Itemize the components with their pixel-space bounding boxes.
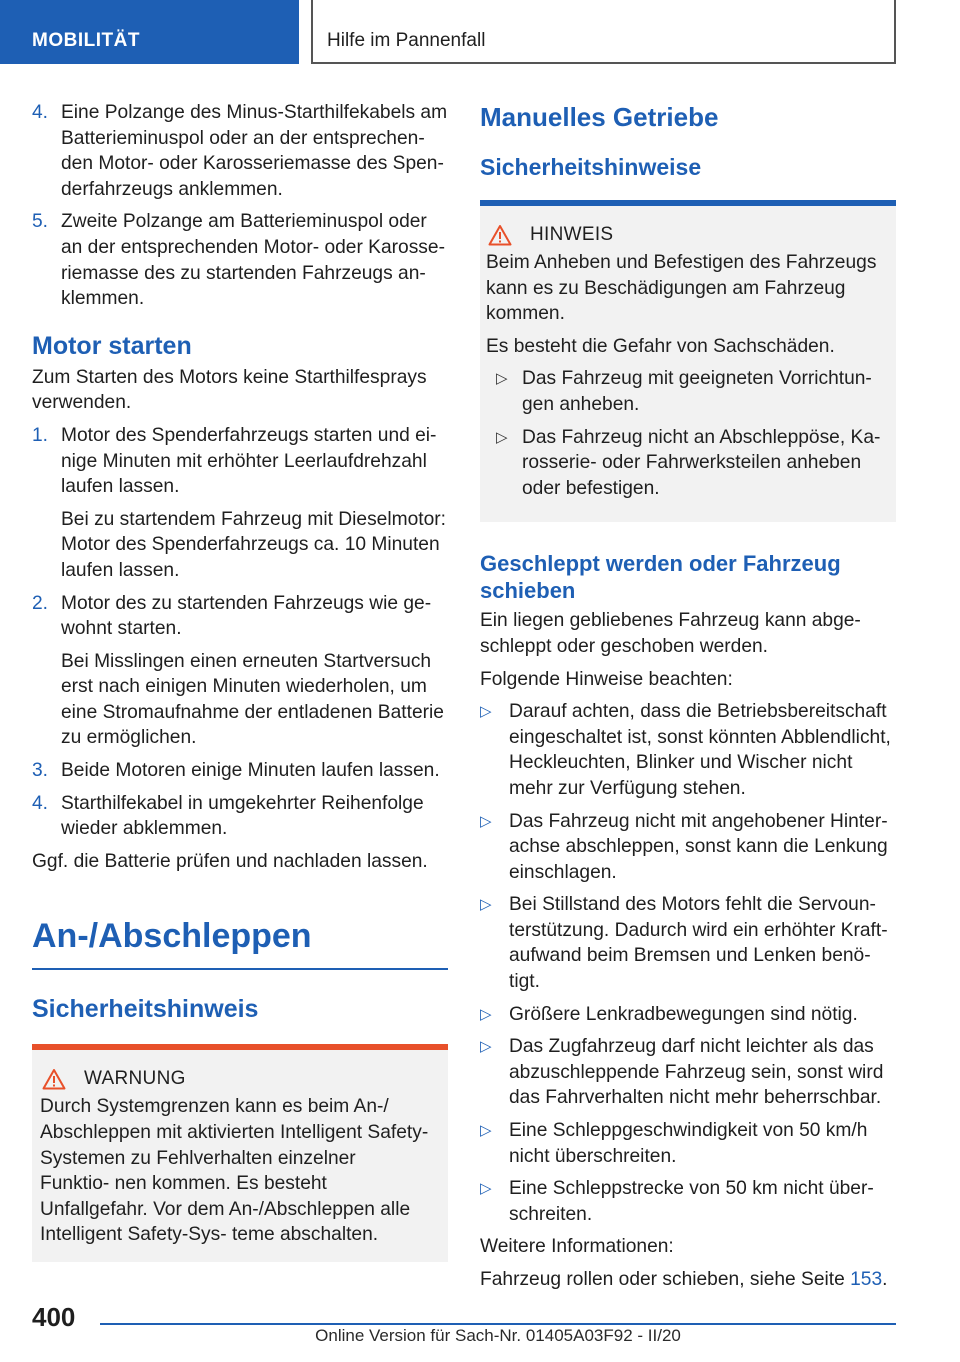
- section-heading-sicherheitshinweise: Sicherheitshinweise: [480, 154, 702, 180]
- triangle-bullet-icon: ▷: [480, 1122, 492, 1140]
- list-item: [480, 1002, 896, 1028]
- more-info-label: Weitere Informationen:: [480, 1236, 674, 1258]
- list-item: [480, 809, 896, 886]
- list-item-text: Größere Lenkradbewegungen sind nötig.: [509, 1003, 858, 1025]
- triangle-bullet-icon: ▷: [480, 812, 492, 830]
- step-text: Zweite Polzange am Batterieminuspol oder an der entsprechenden Motor- oder Karosse- riemasse des zu startenden Fahrzeugs an- klemmen.: [61, 211, 445, 310]
- step-number: 1.: [32, 424, 49, 446]
- list-item: [32, 758, 448, 784]
- hint-title: HINWEIS: [530, 224, 614, 245]
- step-extra: Bei zu startendem Fahrzeug mit Dieselmotor: Motor des Spenderfahrzeugs ca. 10 Minuten laufen lassen.: [61, 508, 446, 581]
- section-heading-manuelles-getriebe: Manuelles Getriebe: [480, 102, 719, 132]
- step-extra: Bei Misslingen einen erneuten Startversuch erst nach einigen Minuten wiederholen, um eine Stromaufnahme der entladenen Batterie zu ermöglichen.: [61, 650, 444, 749]
- list-item-text: Das Fahrzeug nicht an Abschleppöse, Ka- rosserie- oder Fahrwerksteilen anheben oder befestigen.: [522, 426, 881, 499]
- step-text: Starthilfekabel in umgekehrter Reihenfolge wieder abklemmen.: [61, 792, 424, 840]
- list-item-text: Eine Schleppgeschwindigkeit von 50 km/h nicht überschreiten.: [509, 1120, 868, 1167]
- step-text: Beide Motoren einige Minuten laufen lassen.: [61, 760, 440, 782]
- list-item: [486, 425, 888, 502]
- triangle-bullet-icon: ▷: [480, 1005, 492, 1023]
- section-heading-geschleppt: Geschleppt werden oder Fahrzeug schieben: [480, 551, 841, 604]
- page-link-153[interactable]: 153: [850, 1269, 883, 1290]
- footer-divider: [100, 1323, 896, 1325]
- warning-triangle-icon: [488, 224, 512, 246]
- section-heading-sicherheitshinweis: Sicherheitshinweis: [32, 995, 259, 1024]
- list-item: [32, 100, 448, 202]
- motor-outro: Ggf. die Batterie prüfen und nachladen lassen.: [32, 850, 428, 872]
- step-list-motor: [32, 423, 448, 842]
- triangle-bullet-icon: ▷: [480, 703, 492, 721]
- header-section: [0, 0, 299, 64]
- right-column: [480, 100, 896, 1293]
- step-number: 4.: [32, 792, 49, 814]
- triangle-bullet-icon: ▷: [480, 1180, 492, 1198]
- hint-text-1: Beim Anheben und Befestigen des Fahrzeugs kann es zu Beschädigungen am Fahrzeug kommen.: [486, 252, 877, 325]
- tow-note: Folgende Hinweise beachten:: [480, 668, 733, 690]
- reference-end: .: [882, 1269, 888, 1290]
- step-list-top: [32, 100, 448, 312]
- header-chapter: [311, 0, 896, 64]
- header-section-label: MOBILITÄT: [32, 30, 140, 51]
- footer-text: Online Version für Sach-Nr. 01405A03F92 - II/20: [315, 1326, 681, 1345]
- header-chapter-label: Hilfe im Pannenfall: [327, 30, 486, 51]
- page-reference: [480, 1267, 896, 1293]
- list-item-text: Das Zugfahrzeug darf nicht leichter als das abzuschleppende Fahrzeug sein, sonst wird das Fahrverhalten nicht mehr beherrschbar.: [509, 1036, 884, 1109]
- section-heading-motor-starten: Motor starten: [32, 331, 192, 360]
- step-number: 4.: [32, 102, 49, 123]
- list-item: [486, 366, 888, 417]
- hint-title-row: [486, 224, 888, 246]
- hint-list: [486, 366, 888, 501]
- list-item: [480, 1176, 896, 1227]
- step-text: Eine Polzange des Minus-Starthilfekabels am Batterieminuspol oder an der entsprechen- den Motor- oder Karosseriemasse des Spen- derfahrzeugs anklemmen.: [61, 102, 448, 200]
- warning-text: Durch Systemgrenzen kann es beim An-/ Abschleppen mit aktivierten Intelligent Safety- Systemen zu Fehlverhalten einzelner Funktio- nen kommen. Es besteht Unfallgefahr. Vor dem An-/Abschleppen alle Intelligent Safety-Sys- teme abschalten.: [40, 1096, 429, 1246]
- triangle-bullet-icon: ▷: [496, 428, 508, 446]
- triangle-bullet-icon: ▷: [480, 1038, 492, 1056]
- list-item: [32, 423, 448, 584]
- reference-text: Fahrzeug rollen oder schieben, siehe Seite: [480, 1269, 851, 1290]
- warning-box: [32, 1044, 448, 1262]
- warning-triangle-icon: [42, 1068, 66, 1090]
- list-item-text: Bei Stillstand des Motors fehlt die Servoun- terstützung. Dadurch wird ein erhöhter Kraft- aufwand beim Bremsen und Lenken benö- tigt.: [509, 894, 888, 993]
- step-text: Motor des Spenderfahrzeugs starten und ei- nige Minuten mit erhöhter Leerlaufdrehzahl laufen lassen.: [61, 424, 437, 498]
- triangle-bullet-icon: ▷: [480, 896, 492, 914]
- list-item-text: Das Fahrzeug mit geeigneten Vorrichtun- gen anheben.: [522, 368, 872, 415]
- chapter-heading-abschleppen: An-/Abschleppen: [32, 914, 448, 970]
- list-item-text: Eine Schleppstrecke von 50 km nicht über- schreiten.: [509, 1178, 874, 1225]
- motor-intro: Zum Starten des Motors keine Starthilfesprays verwenden.: [32, 366, 427, 414]
- tow-list: [480, 699, 896, 1227]
- list-item: [32, 591, 448, 752]
- list-item: [32, 209, 448, 311]
- tow-intro: Ein liegen gebliebenes Fahrzeug kann abge- schleppt oder geschoben werden.: [480, 610, 861, 657]
- step-number: 2.: [32, 592, 49, 614]
- left-column: [32, 100, 448, 1262]
- step-number: 5.: [32, 211, 49, 233]
- step-number: 3.: [32, 760, 49, 782]
- list-item: [480, 1118, 896, 1169]
- hint-text-2: Es besteht die Gefahr von Sachschäden.: [486, 335, 835, 357]
- page-number: 400: [32, 1302, 76, 1332]
- warning-title-row: [40, 1068, 430, 1090]
- list-item: [480, 1034, 896, 1111]
- list-item: [32, 791, 448, 842]
- step-text: Motor des zu startenden Fahrzeugs wie ge- wohnt starten.: [61, 592, 432, 640]
- list-item: [480, 892, 896, 994]
- warning-title: WARNUNG: [84, 1068, 186, 1090]
- list-item-text: Das Fahrzeug nicht mit angehobener Hinter- achse abschleppen, sonst kann die Lenkung einschlagen.: [509, 810, 888, 883]
- list-item: [480, 699, 896, 801]
- list-item-text: Darauf achten, dass die Betriebsbereitschaft eingeschaltet ist, sonst könnten Abblendlicht, Heckleuchten, Blinker und Wischer nicht mehr zur Verfügung stehen.: [509, 701, 891, 799]
- hint-box: [480, 200, 896, 522]
- triangle-bullet-icon: ▷: [496, 370, 508, 388]
